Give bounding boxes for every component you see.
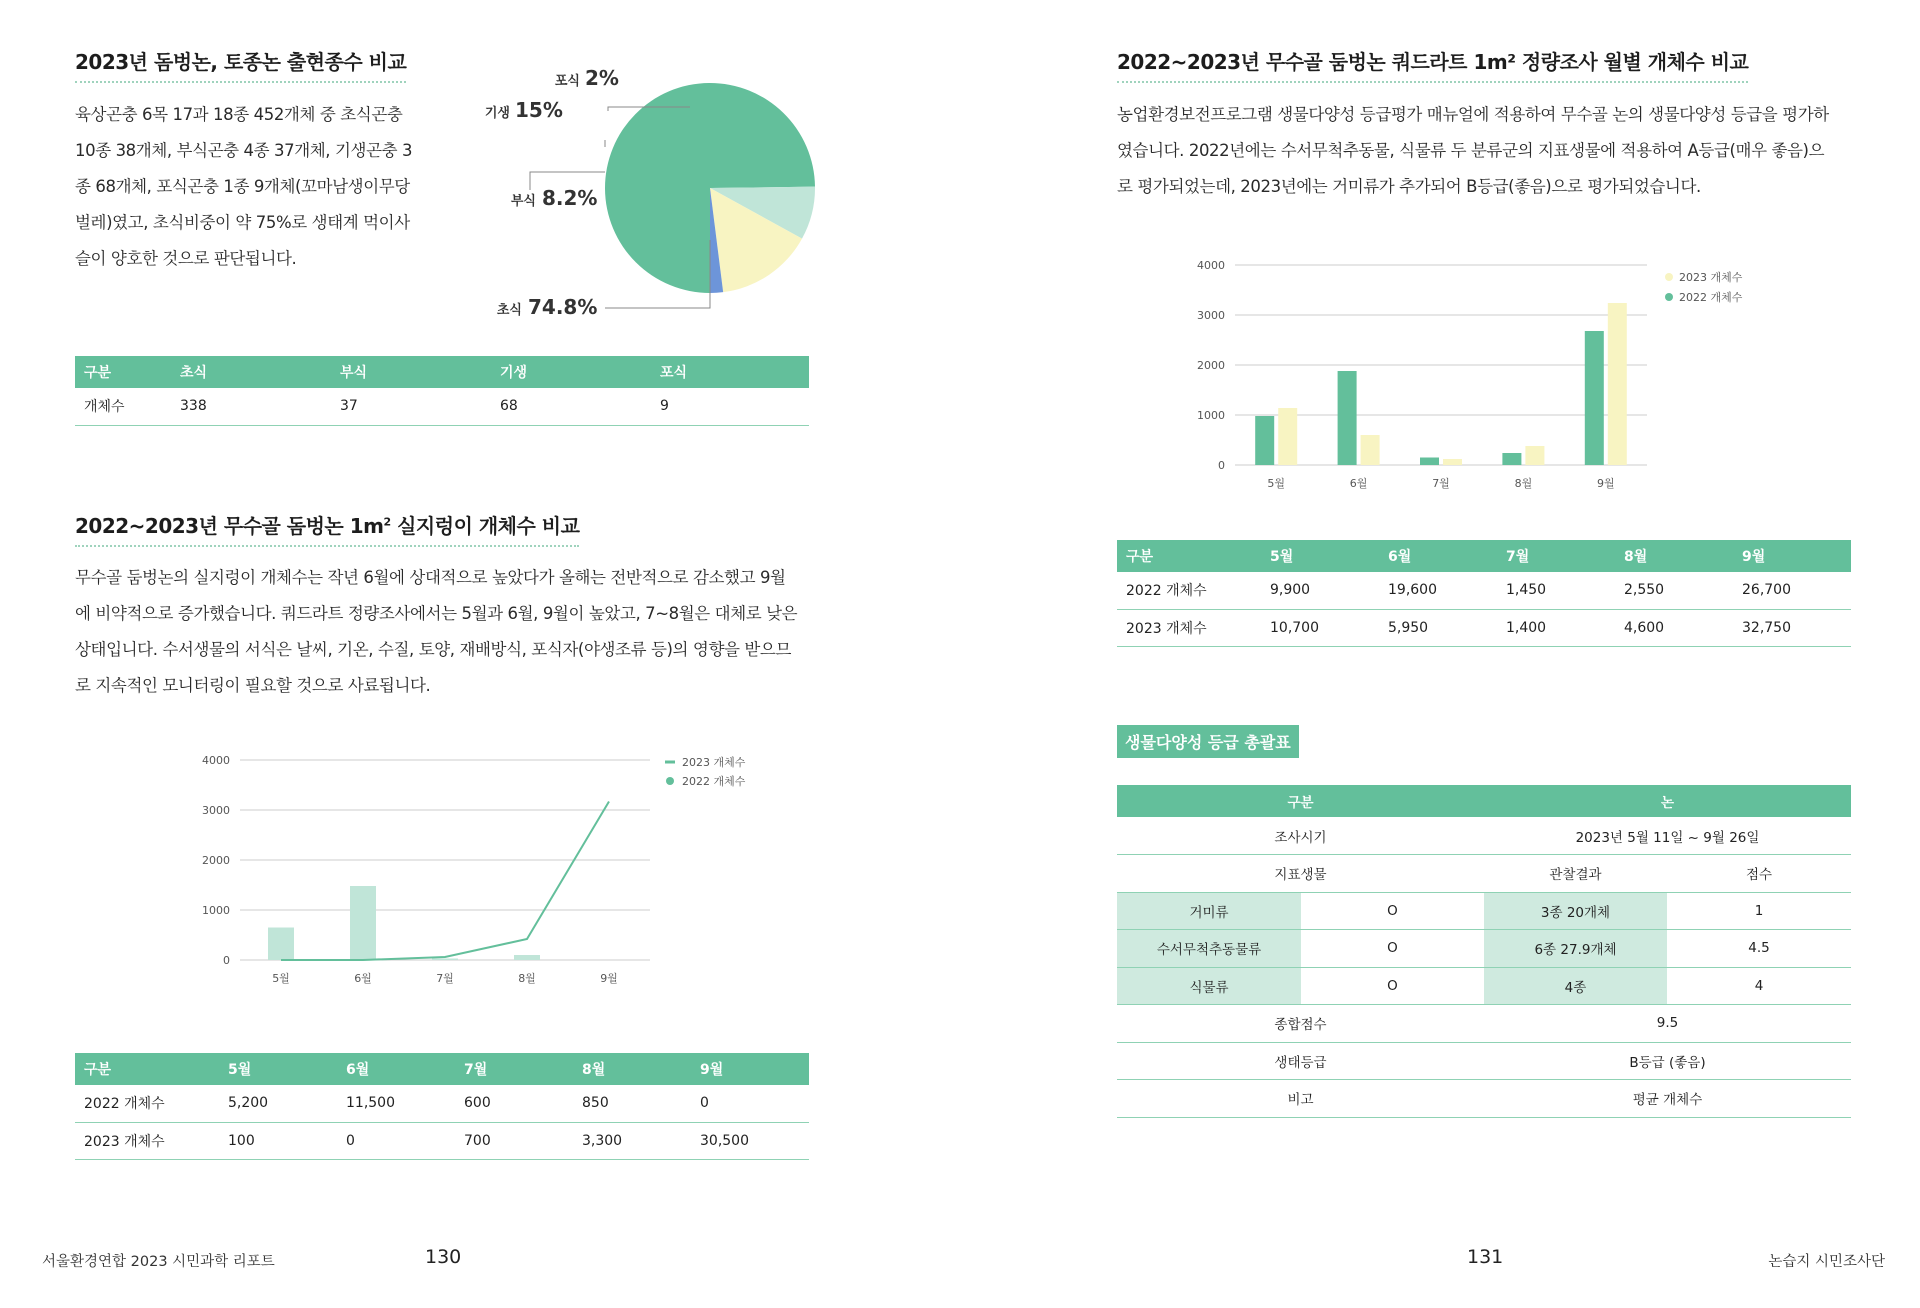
grade-item-name: 거미류 <box>1117 892 1301 930</box>
table-cell: 9,900 <box>1261 572 1379 609</box>
table-cell: 1,400 <box>1497 609 1615 646</box>
pie-description <box>75 97 455 277</box>
table-cell: 100 <box>219 1122 337 1159</box>
legend-label-2023: 2023 개체수 <box>1679 271 1743 284</box>
table-cell: 338 <box>171 388 331 425</box>
y-tick-label: 3000 <box>1197 309 1225 322</box>
table-header-cell: 7월 <box>455 1053 573 1085</box>
x-tick-label: 8월 <box>1514 477 1533 490</box>
table-header-cell: 6월 <box>1379 540 1497 572</box>
table-cell: 3,300 <box>573 1122 691 1159</box>
pie-label-pct-초식: 74.8% <box>528 295 598 319</box>
table-header-cell: 7월 <box>1497 540 1615 572</box>
y-tick-label: 4000 <box>202 754 230 767</box>
grade-item-score: 1 <box>1667 892 1851 930</box>
grade-item-mark: O <box>1301 967 1484 1005</box>
bar-2023-8월 <box>1525 446 1544 465</box>
table-cell: 2023 개체수 <box>75 1122 219 1159</box>
pie-label-category-초식: 초식 <box>496 303 522 318</box>
grade-row-item <box>1117 967 1851 1005</box>
diet-table <box>75 356 809 426</box>
grade-label: 점수 <box>1667 855 1851 893</box>
grade-label: 비고 <box>1117 1080 1484 1118</box>
page-number: 130 <box>425 1246 462 1268</box>
grade-label: 생태등급 <box>1117 1042 1484 1080</box>
legend-label-2022: 2022 개체수 <box>682 775 746 788</box>
grade-item-result: 6종 27.9개체 <box>1484 930 1667 968</box>
footer-org: 논습지 시민조사단 <box>1768 1254 1885 1270</box>
bar-2022-6월 <box>1338 371 1357 465</box>
legend-marker-2022 <box>1665 293 1673 301</box>
table-header-cell: 5월 <box>1261 540 1379 572</box>
quadrat-table <box>1117 540 1851 647</box>
table-cell: 5,200 <box>219 1085 337 1122</box>
x-tick-label: 7월 <box>1432 477 1450 490</box>
bar-2023-6월 <box>1361 435 1380 465</box>
table-header-cell: 9월 <box>691 1053 809 1085</box>
heading-superscript: 2 <box>383 515 391 529</box>
pie-chart <box>460 55 830 345</box>
grade-row-indicator <box>1117 855 1851 893</box>
x-tick-label: 5월 <box>1267 477 1286 490</box>
pie-label-pct-부식: 8.2% <box>542 186 598 210</box>
grade-item-result: 3종 20개체 <box>1484 892 1667 930</box>
grade-item-result: 4종 <box>1484 967 1667 1005</box>
bar-2022-6월 <box>350 886 376 960</box>
paragraph-line: 농업환경보전프로그램 생물다양성 등급평가 매뉴얼에 적용하여 무수골 논의 생물다양성 등급을 평가하 <box>1117 105 1829 124</box>
table-cell: 9 <box>651 388 809 425</box>
bar-2022-8월 <box>514 955 540 960</box>
grade-label: 조사시기 <box>1117 817 1484 855</box>
section-heading-worm <box>75 510 579 547</box>
grade-row-item <box>1117 892 1851 930</box>
page-number: 131 <box>1467 1246 1504 1268</box>
table-header-row <box>1117 540 1851 572</box>
table-cell: 5,950 <box>1379 609 1497 646</box>
section-heading-quadrat: 2022~2023년 무수골 둠벙논 쿼드라트 1m² 정량조사 월별 개체수 비교 <box>1117 46 1748 83</box>
table-cell: 0 <box>337 1122 455 1159</box>
table-cell: 30,500 <box>691 1122 809 1159</box>
grade-row-period <box>1117 817 1851 855</box>
x-tick-label: 7월 <box>436 972 454 985</box>
table-header-cell: 포식 <box>651 356 809 388</box>
pie-label-pct-기생: 15% <box>515 98 563 122</box>
table-cell: 850 <box>573 1085 691 1122</box>
grade-value: 평균 개체수 <box>1484 1080 1851 1118</box>
table-header-cell: 구분 <box>1117 540 1261 572</box>
table-row <box>1117 572 1851 609</box>
table-cell: 2022 개체수 <box>1117 572 1261 609</box>
x-tick-label: 6월 <box>354 972 372 985</box>
bar-2022-8월 <box>1502 453 1521 465</box>
x-tick-label: 8월 <box>518 972 536 985</box>
grade-row-total <box>1117 1005 1851 1043</box>
table-header-cell: 6월 <box>337 1053 455 1085</box>
paragraph-line: 슬이 양호한 것으로 판단됩니다. <box>75 249 297 268</box>
table-header-cell: 8월 <box>573 1053 691 1085</box>
y-tick-label: 0 <box>1218 459 1225 472</box>
paragraph-line: 상태입니다. 수서생물의 서식은 날씨, 기온, 수질, 토양, 재배방식, 포식자(야생조류 등)의 영향을 받으므 <box>75 640 791 659</box>
table-cell: 700 <box>455 1122 573 1159</box>
table-cell: 2,550 <box>1615 572 1733 609</box>
table-cell: 600 <box>455 1085 573 1122</box>
y-tick-label: 1000 <box>202 904 230 917</box>
y-tick-label: 1000 <box>1197 409 1225 422</box>
table-header-cell: 구분 <box>75 356 171 388</box>
grade-header-paddy: 논 <box>1484 785 1851 817</box>
bar-2022-7월 <box>432 959 458 961</box>
paragraph-line: 에 비약적으로 증가했습니다. 쿼드라트 정량조사에서는 5월과 6월, 9월이 높았고, 7~8월은 대체로 낮은 <box>75 604 798 623</box>
table-cell: 11,500 <box>337 1085 455 1122</box>
table-cell: 37 <box>331 388 491 425</box>
table-header-cell: 5월 <box>219 1053 337 1085</box>
table-header-cell: 초식 <box>171 356 331 388</box>
x-tick-label: 6월 <box>1349 477 1368 490</box>
table-row <box>1117 609 1851 646</box>
grade-header-category: 구분 <box>1117 785 1484 817</box>
worm-description <box>75 560 865 704</box>
legend-marker-2023 <box>1665 273 1673 281</box>
pie-label-category-기생: 기생 <box>484 106 510 121</box>
x-tick-label: 5월 <box>272 972 290 985</box>
heading-text-tail: 실지렁이 개체수 비교 <box>390 514 580 538</box>
paragraph-line: 무수골 둠벙논의 실지렁이 개체수는 작년 6월에 상대적으로 높았다가 올해는 전반적으로 감소했고 9월 <box>75 568 786 587</box>
table-cell: 1,450 <box>1497 572 1615 609</box>
bar-2023-5월 <box>1278 408 1297 465</box>
grade-table <box>1117 785 1851 1118</box>
pie-label-category-부식: 부식 <box>510 194 536 209</box>
table-cell: 68 <box>491 388 651 425</box>
legend-label-2022: 2022 개체수 <box>1679 291 1743 304</box>
table-cell: 10,700 <box>1261 609 1379 646</box>
grade-label: 종합점수 <box>1117 1005 1484 1043</box>
table-cell: 4,600 <box>1615 609 1733 646</box>
table-header-cell: 8월 <box>1615 540 1733 572</box>
line-2023 <box>281 802 609 961</box>
right-page <box>960 0 1920 1308</box>
grade-item-score: 4.5 <box>1667 930 1851 968</box>
bar-2022-9월 <box>1585 331 1604 465</box>
worm-chart <box>195 745 765 995</box>
grade-row-note <box>1117 1080 1851 1118</box>
x-tick-label: 9월 <box>1596 477 1615 490</box>
table-cell: 32,750 <box>1733 609 1851 646</box>
table-cell: 19,600 <box>1379 572 1497 609</box>
grade-header-row <box>1117 785 1851 817</box>
paragraph-line: 로 지속적인 모니터링이 필요할 것으로 사료됩니다. <box>75 676 431 695</box>
grade-item-mark: O <box>1301 930 1484 968</box>
legend-marker-2022 <box>666 777 674 785</box>
y-tick-label: 3000 <box>202 804 230 817</box>
quadrat-chart <box>1195 250 1755 500</box>
grade-item-name: 식물류 <box>1117 967 1301 1005</box>
bar-2022-7월 <box>1420 458 1439 466</box>
table-row <box>75 1122 809 1159</box>
table-header-row <box>75 356 809 388</box>
table-header-cell: 기생 <box>491 356 651 388</box>
x-tick-label: 9월 <box>600 972 618 985</box>
grade-table-title: 생물다양성 등급 총괄표 <box>1117 725 1299 758</box>
y-tick-label: 4000 <box>1197 259 1225 272</box>
paragraph-line: 였습니다. 2022년에는 수서무척추동물, 식물류 두 분류군의 지표생물에 적용하여 A등급(매우 좋음)으 <box>1117 141 1825 160</box>
grade-value: B등급 (좋음) <box>1484 1042 1851 1080</box>
grade-label: 지표생물 <box>1117 855 1484 893</box>
table-cell: 2022 개체수 <box>75 1085 219 1122</box>
heading-text: 2022~2023년 무수골 돔벙논 1m <box>75 514 384 538</box>
paragraph-line: 10종 38개체, 부식곤충 4종 37개체, 기생곤충 3 <box>75 141 413 160</box>
grade-label: 관찰결과 <box>1484 855 1667 893</box>
table-cell: 26,700 <box>1733 572 1851 609</box>
paragraph-line: 종 68개체, 포식곤충 1종 9개체(꼬마남생이무당 <box>75 177 410 196</box>
bar-2022-5월 <box>1255 416 1274 465</box>
table-header-cell: 부식 <box>331 356 491 388</box>
table-cell: 개체수 <box>75 388 171 425</box>
grade-item-name: 수서무척추동물류 <box>1117 930 1301 968</box>
table-row <box>75 388 809 425</box>
bar-2022-5월 <box>268 928 294 961</box>
grade-item-mark: O <box>1301 892 1484 930</box>
table-row <box>75 1085 809 1122</box>
table-header-row <box>75 1053 809 1085</box>
table-cell: 0 <box>691 1085 809 1122</box>
bar-2023-7월 <box>1443 459 1462 465</box>
worm-table <box>75 1053 809 1160</box>
bar-2023-9월 <box>1608 303 1627 465</box>
table-cell: 2023 개체수 <box>1117 609 1261 646</box>
grade-row-eco <box>1117 1042 1851 1080</box>
paragraph-line: 벌레)였고, 초식비중이 약 75%로 생태계 먹이사 <box>75 213 410 232</box>
y-tick-label: 2000 <box>1197 359 1225 372</box>
section-heading-pie: 2023년 돔벙논, 토종논 출현종수 비교 <box>75 46 406 83</box>
y-tick-label: 2000 <box>202 854 230 867</box>
pie-label-category-포식: 포식 <box>554 74 580 89</box>
grade-value: 9.5 <box>1484 1005 1851 1043</box>
y-tick-label: 0 <box>223 954 230 967</box>
grade-row-item <box>1117 930 1851 968</box>
footer-org: 서울환경연합 2023 시민과학 리포트 <box>42 1254 275 1270</box>
grade-value: 2023년 5월 11일 ~ 9월 26일 <box>1484 817 1851 855</box>
table-header-cell: 9월 <box>1733 540 1851 572</box>
pie-label-pct-포식: 2% <box>585 66 619 90</box>
table-header-cell: 구분 <box>75 1053 219 1085</box>
grade-item-score: 4 <box>1667 967 1851 1005</box>
quadrat-description <box>1117 97 1877 205</box>
legend-label-2023: 2023 개체수 <box>682 756 746 769</box>
paragraph-line: 로 평가되었는데, 2023년에는 거미류가 추가되어 B등급(좋음)으로 평가되었습니다. <box>1117 177 1701 196</box>
paragraph-line: 육상곤충 6목 17과 18종 452개체 중 초식곤충 <box>75 105 403 124</box>
